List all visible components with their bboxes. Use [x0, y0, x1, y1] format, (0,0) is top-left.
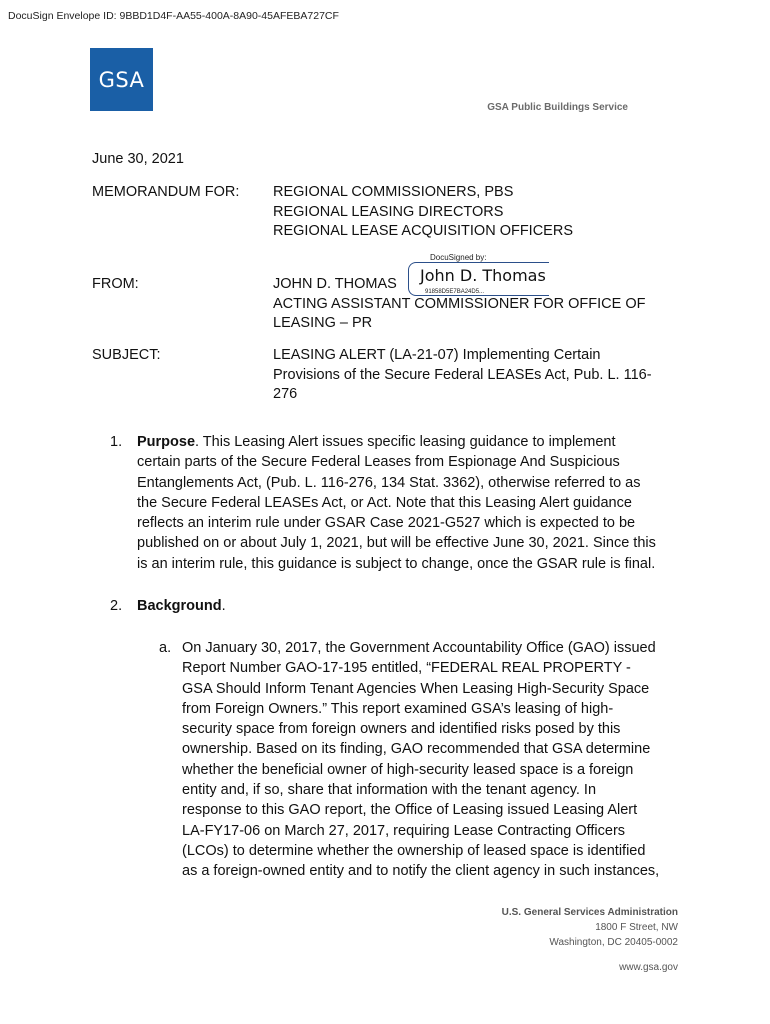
- body-line: On January 30, 2017, the Government Accountability Office (GAO) issued: [182, 640, 656, 656]
- subject-line: Provisions of the Secure Federal LEASEs Act, Pub. L. 116-: [273, 366, 652, 383]
- body-line: reflects an interim rule under GSAR Case 2021-G527 which is expected to be: [137, 515, 636, 532]
- signature-caption: DocuSigned by:: [430, 253, 487, 262]
- section-background: [110, 596, 690, 616]
- recipient-line: REGIONAL COMMISSIONERS, PBS: [273, 184, 514, 200]
- section-number: 1.: [110, 434, 123, 450]
- subsection-body: [182, 638, 679, 882]
- sender-line: ACTING ASSISTANT COMMISSIONER FOR OFFICE OF: [273, 295, 646, 312]
- docusign-envelope-id: DocuSign Envelope ID: 9BBD1D4F-AA55-400A-8A90-45AFEBA727CF: [8, 10, 339, 22]
- from-label: FROM:: [92, 276, 139, 292]
- body-line: response to this GAO report, the Office of Leasing issued Leasing Alert: [182, 802, 638, 819]
- body-line: LA-FY17-06 on March 27, 2017, requiring Lease Contracting Officers: [182, 822, 626, 839]
- section-heading: Background: [137, 598, 222, 614]
- sender-line: LEASING – PR: [273, 315, 373, 331]
- section-number: 2.: [110, 598, 123, 614]
- body-line: from Foreign Owners.” This report examined GSA’s leasing of high-: [182, 700, 614, 717]
- body-line: ownership. Based on its finding, GAO recommended that GSA determine: [182, 741, 651, 758]
- body-line: entity and, if so, share that information with the tenant agency. In: [182, 782, 597, 799]
- section-heading-line: [137, 596, 690, 616]
- body-line: [137, 432, 690, 452]
- body-line: published on or about July 1, 2021, but will be effective June 30, 2021. Since this: [137, 535, 656, 552]
- sender-line: JOHN D. THOMAS: [273, 276, 397, 292]
- gsa-logo: [90, 48, 153, 111]
- subject-line: LEASING ALERT (LA-21-07) Implementing Certain: [273, 347, 601, 363]
- signature-name: John D. Thomas: [420, 266, 546, 285]
- subsection-letter: a.: [159, 640, 172, 656]
- body-line: (LCOs) to determine whether the ownership of leased space is identified: [182, 842, 646, 859]
- body-line: certain parts of the Secure Federal Leases from Espionage And Suspicious: [137, 454, 620, 471]
- subject-line: 276: [273, 386, 298, 402]
- body-line: Report Number GAO-17-195 entitled, “FEDERAL REAL PROPERTY -: [182, 660, 631, 677]
- body-line: whether the beneficial owner of high-security leased space is a foreign: [182, 761, 634, 778]
- body-line-text: . This Leasing Alert issues specific leasing guidance to implement: [195, 434, 616, 450]
- section-body: [137, 432, 690, 574]
- memo-for-recipients: [273, 183, 573, 242]
- footer-street: 1800 F Street, NW: [595, 922, 678, 933]
- heading-suffix: .: [221, 598, 226, 614]
- gsa-logo-text: GSA: [98, 67, 145, 92]
- signature-id: 91858D5E7BA24D5...: [425, 289, 485, 295]
- body-line: GSA Should Inform Tenant Agencies When Leasing High-Security Space: [182, 680, 650, 697]
- recipient-line: REGIONAL LEASE ACQUISITION OFFICERS: [273, 223, 573, 239]
- body-line: the Secure Federal LEASEs Act, or Act. Note that this Leasing Alert guidance: [137, 494, 632, 511]
- section-purpose: [110, 432, 690, 574]
- section-heading: Purpose: [137, 434, 196, 450]
- body-line: Entanglements Act, (Pub. L. 116-276, 134 Stat. 3362), otherwise referred to as: [137, 474, 641, 491]
- footer-city: Washington, DC 20405-0002: [549, 937, 678, 948]
- subject-text: [273, 346, 673, 405]
- service-name: GSA Public Buildings Service: [487, 102, 628, 113]
- subsection-a: [159, 638, 679, 882]
- body-line: is an interim rule, this guidance is subject to change, once the GSAR rule is final.: [137, 555, 656, 572]
- memo-date: June 30, 2021: [92, 151, 184, 167]
- footer-website-link[interactable]: www.gsa.gov: [619, 962, 678, 973]
- footer-address: [502, 905, 678, 950]
- subject-label: SUBJECT:: [92, 347, 161, 363]
- body-line: security space from foreign owners and identified risks posed by this: [182, 721, 621, 738]
- body-line: as a foreign-owned entity and to notify the client agency in such instances,: [182, 863, 660, 880]
- footer-org: U.S. General Services Administration: [501, 907, 678, 918]
- recipient-line: REGIONAL LEASING DIRECTORS: [273, 203, 504, 220]
- memo-for-label: MEMORANDUM FOR:: [92, 184, 240, 200]
